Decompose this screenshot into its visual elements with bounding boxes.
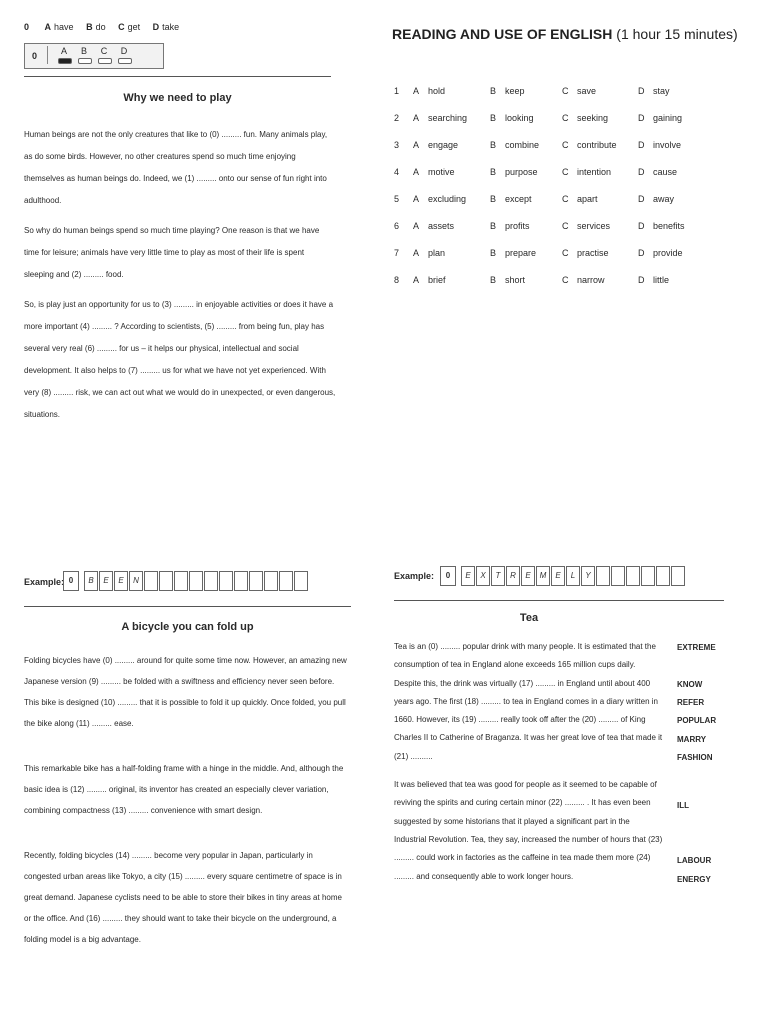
part1-paragraph: So why do human beings spend so much time playing? One reason is that we have time for leisure; animals have very little time to play as most of their life is spent sleeping and (2) ......... food. <box>24 226 320 279</box>
example-box <box>189 571 203 591</box>
part2-paragraph: This remarkable bike has a half-folding frame with a hinge in the middle. And, although the basic idea is (12) ......... original, its inventor has created an especially clever variation, combining compactness (13) ......... convenience with smart design. <box>24 764 344 815</box>
example-box: Y <box>581 566 595 586</box>
options-row: 1 A hold B keep C save D stay <box>394 86 670 96</box>
example-box <box>626 566 640 586</box>
options-row: 5 A excluding B except C apart D away <box>394 194 675 204</box>
answer-bubble-d[interactable] <box>118 58 132 64</box>
example-box <box>264 571 278 591</box>
part1-title: Why we need to play <box>123 92 232 104</box>
section-title: READING AND USE OF ENGLISH <box>392 26 613 42</box>
keyword-popular: POPULAR <box>677 716 717 725</box>
part1-text <box>24 124 336 434</box>
example-box: 0 <box>440 566 456 586</box>
example-box <box>204 571 218 591</box>
example-box <box>249 571 263 591</box>
part1-options-table <box>394 86 694 302</box>
example-box <box>159 571 173 591</box>
part3-paragraph: It was believed that tea was good for people as it seemed to be capable of reviving the spirits and curing certain minor (22) ......... . It has even been suggested by some historians that it played a significant part in the Industrial Revolution. Tea, they say, increased the number of hours that (23) ......... could work in factories as the caffeine in tea made them more (24) ......... and consequently able to work longer hours. <box>394 780 663 881</box>
keyword-labour: LABOUR <box>677 856 712 865</box>
example-box: N <box>129 571 143 591</box>
example-answer-grid <box>24 43 164 69</box>
options-row: 6 A assets B profits C services D benefits <box>394 221 685 231</box>
example-box: E <box>551 566 565 586</box>
example-box <box>174 571 188 591</box>
part3-text <box>394 638 664 896</box>
part2-title: A bicycle you can fold up <box>121 621 254 633</box>
example-box: L <box>566 566 580 586</box>
part2-paragraph: Recently, folding bicycles (14) ......... become very popular in Japan, particularly in congested urban areas like Tokyo, a city (15) ......... every square centimetre of space is in great demand. Japanese cyclists need to be able to store their bikes in tiny areas at home or the office. And (16) ......... they should want to take their bicycle on the underground, a folding model is a big advantage. <box>24 851 342 944</box>
options-row: 7 A plan B prepare C practise D provide <box>394 248 683 258</box>
answer-bubble-b[interactable] <box>78 58 92 64</box>
answer-bubble-a[interactable] <box>58 58 72 64</box>
example-box: M <box>536 566 550 586</box>
example-box: E <box>521 566 535 586</box>
part2-paragraph: Folding bicycles have (0) ......... around for quite some time now. However, an amazing new Japanese version (9) ......... be folded with a swiftness and efficiency never seen before. This bike is designed (10) ......... that it is possible to fold it up quickly. Once folded, you pull the bike along (11) ......... ease. <box>24 656 347 728</box>
part1-paragraph: Human beings are not the only creatures that like to (0) ......... fun. Many animals play, as do some birds. However, no other creatures spend so much time enjoying themselves as human beings do. Indeed, we (1) ......... onto our sense of fun right into adulthood. <box>24 130 328 205</box>
example-box <box>294 571 308 591</box>
options-row: 8 A brief B short C narrow D little <box>394 275 670 285</box>
example-box: E <box>99 571 113 591</box>
example-box: R <box>506 566 520 586</box>
part2-text <box>24 650 350 958</box>
part3-example-label: Example: <box>394 571 435 581</box>
example-box: B <box>84 571 98 591</box>
section-duration: (1 hour 15 minutes) <box>616 26 738 42</box>
keyword-energy: ENERGY <box>677 875 711 884</box>
example-box <box>279 571 293 591</box>
example-box: E <box>114 571 128 591</box>
example-option-b: B do <box>86 22 106 32</box>
example-box <box>611 566 625 586</box>
part3-title: Tea <box>519 612 539 624</box>
part2-example-boxes <box>63 571 309 591</box>
options-row: 2 A searching B looking C seeking D gaining <box>394 113 683 123</box>
part2-example-label: Example: <box>24 577 65 587</box>
example-option-a: A have <box>44 22 74 32</box>
part3-example-boxes <box>440 566 686 586</box>
divider <box>24 606 351 607</box>
keyword-extreme: EXTREME <box>677 643 716 652</box>
answer-bubble-c[interactable] <box>98 58 112 64</box>
example-option-d: D take <box>152 22 180 32</box>
keyword-refer: REFER <box>677 698 705 707</box>
example-box <box>234 571 248 591</box>
example-box <box>641 566 655 586</box>
example-box <box>596 566 610 586</box>
example-option-c: C get <box>118 22 141 32</box>
example-box <box>671 566 685 586</box>
example-box: E <box>461 566 475 586</box>
example-box <box>656 566 670 586</box>
answer-letter-d: D <box>120 46 128 56</box>
answer-letter-a: A <box>60 46 67 56</box>
answer-letter-b: B <box>80 46 87 56</box>
keyword-know: KNOW <box>677 680 703 689</box>
divider <box>394 600 724 601</box>
example-number: 0 <box>24 22 30 32</box>
divider <box>24 76 331 77</box>
example-options-line <box>24 22 189 32</box>
answer-grid-number: 0 <box>32 51 38 61</box>
example-box: X <box>476 566 490 586</box>
keyword-ill: ILL <box>677 801 689 810</box>
answer-letter-c: C <box>100 46 108 56</box>
keyword-marry: MARRY <box>677 735 707 744</box>
options-row: 4 A motive B purpose C intention D cause <box>394 167 678 177</box>
keyword-fashion: FASHION <box>677 753 713 762</box>
example-box: T <box>491 566 505 586</box>
options-row: 3 A engage B combine C contribute D involve <box>394 140 682 150</box>
part1-paragraph: So, is play just an opportunity for us to (3) ......... in enjoyable activities or does it have a more important (4) ......... ? According to scientists, (5) ......... from being fun, play has several very real (6) ......... for us – it helps our physical, intellectual and social development. It also helps to (7) ......... us for what we have not yet experienced. With very (8) ......... risk, we can act out what we would do in unexpected, or even dangerous, situations. <box>24 300 336 419</box>
part3-paragraph: Tea is an (0) ......... popular drink with many people. It is estimated that the consumption of tea in England alone exceeds 165 million cups daily. Despite this, the drink was virtually (17) ......... in England until about 400 years ago. The first (18) ......... to tea in England comes in a diary written in 1660. However, its (19) ......... really took off after the (20) ......... of King Charles II to Catherine of Braganza. It was her great love of tea that made it (21) .......... <box>394 642 663 761</box>
example-box <box>144 571 158 591</box>
section-header <box>392 26 738 42</box>
example-box <box>219 571 233 591</box>
example-box: 0 <box>63 571 79 591</box>
